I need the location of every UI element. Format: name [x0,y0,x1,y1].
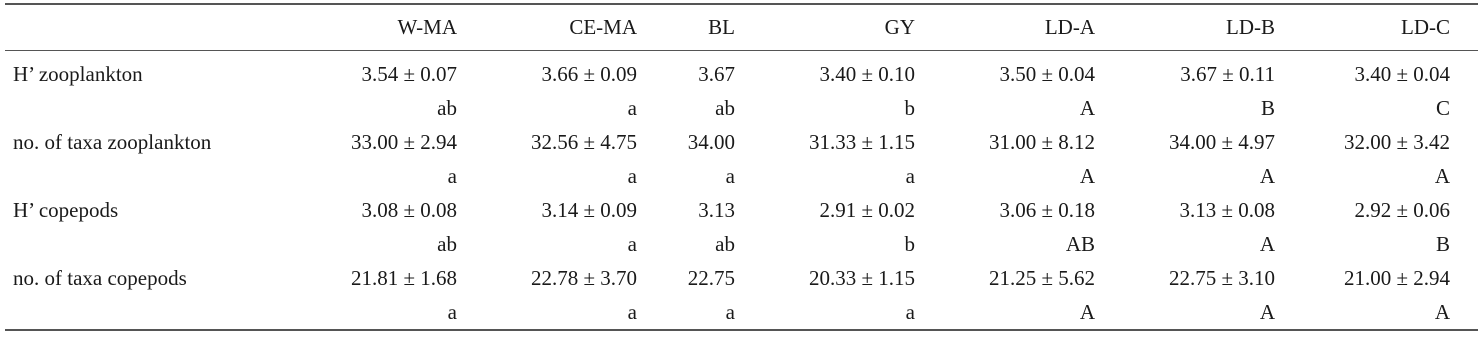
cell-ld-b: 22.75 ± 3.10 [1168,266,1275,290]
cell-ce-ma: a [627,96,637,120]
cell-w-ma: 3.08 ± 0.08 [361,198,457,222]
cell-ld-a: 31.00 ± 8.12 [988,130,1095,154]
header-cell-ld-a: LD-A [1044,15,1095,39]
table-body [5,57,1478,329]
cell-ld-c: A [1434,164,1450,188]
cell-ld-a: A [1079,300,1095,324]
cell-bl: 34.00 [687,130,735,154]
table-bottom-rule [5,329,1478,331]
cell-ld-b: A [1259,232,1275,256]
cell-gy: a [905,300,915,324]
cell-gy: 3.40 ± 0.10 [819,62,915,86]
cell-ld-c: A [1434,300,1450,324]
cell-ce-ma: 3.66 ± 0.09 [541,62,637,86]
cell-gy: 20.33 ± 1.15 [808,266,915,290]
cell-ld-b: 34.00 ± 4.97 [1168,130,1275,154]
cell-ce-ma: 3.14 ± 0.09 [541,198,637,222]
cell-bl: ab [715,232,735,256]
cell-bl: a [725,164,735,188]
table-row [5,193,1478,227]
cell-label: no. of taxa copepods [13,266,187,290]
table-row [5,261,1478,295]
cell-ld-c: 2.92 ± 0.06 [1354,198,1450,222]
table-row [5,91,1478,125]
header-cell-ld-b: LD-B [1226,15,1275,39]
header-cell-ce-ma: CE-MA [569,15,637,39]
cell-ce-ma: 32.56 ± 4.75 [530,130,637,154]
cell-ld-c: C [1435,96,1450,120]
cell-ld-b: B [1260,96,1275,120]
table-row [5,125,1478,159]
cell-ce-ma: a [627,232,637,256]
header-cell-gy: GY [884,15,915,39]
cell-ld-a: 21.25 ± 5.62 [988,266,1095,290]
cell-bl: ab [715,96,735,120]
cell-ld-b: 3.13 ± 0.08 [1179,198,1275,222]
cell-gy: b [904,96,915,120]
header-cell-w-ma: W-MA [397,15,457,39]
table-row [5,159,1478,193]
cell-ld-b: A [1259,164,1275,188]
cell-ld-c: B [1435,232,1450,256]
cell-w-ma: 3.54 ± 0.07 [361,62,457,86]
cell-ld-b: A [1259,300,1275,324]
cell-bl: 3.67 [698,62,735,86]
data-table [5,3,1478,331]
cell-bl: 22.75 [687,266,735,290]
table-row [5,227,1478,261]
cell-w-ma: a [447,164,457,188]
cell-label: H’ copepods [13,198,119,222]
cell-ld-c: 32.00 ± 3.42 [1343,130,1450,154]
cell-ce-ma: a [627,164,637,188]
cell-gy: b [904,232,915,256]
cell-gy: a [905,164,915,188]
cell-gy: 2.91 ± 0.02 [819,198,915,222]
cell-label: H’ zooplankton [13,62,143,86]
cell-ld-a: 3.50 ± 0.04 [999,62,1095,86]
table-row [5,295,1478,329]
table-row [5,57,1478,91]
cell-ld-c: 21.00 ± 2.94 [1343,266,1450,290]
cell-ld-a: A [1079,96,1095,120]
cell-gy: 31.33 ± 1.15 [808,130,915,154]
cell-ce-ma: 22.78 ± 3.70 [530,266,637,290]
header-cell-ld-c: LD-C [1401,15,1450,39]
cell-w-ma: a [447,300,457,324]
cell-bl: a [725,300,735,324]
table-header-row [5,5,1478,50]
cell-ce-ma: a [627,300,637,324]
header-cell-bl: BL [708,15,735,39]
cell-w-ma: ab [437,232,457,256]
cell-w-ma: 33.00 ± 2.94 [350,130,457,154]
cell-ld-b: 3.67 ± 0.11 [1180,62,1275,86]
cell-label: no. of taxa zooplankton [13,130,212,154]
cell-w-ma: ab [437,96,457,120]
cell-w-ma: 21.81 ± 1.68 [350,266,457,290]
cell-ld-c: 3.40 ± 0.04 [1354,62,1450,86]
cell-ld-a: A [1079,164,1095,188]
cell-ld-a: 3.06 ± 0.18 [999,198,1095,222]
cell-bl: 3.13 [698,198,735,222]
cell-ld-a: AB [1065,232,1095,256]
